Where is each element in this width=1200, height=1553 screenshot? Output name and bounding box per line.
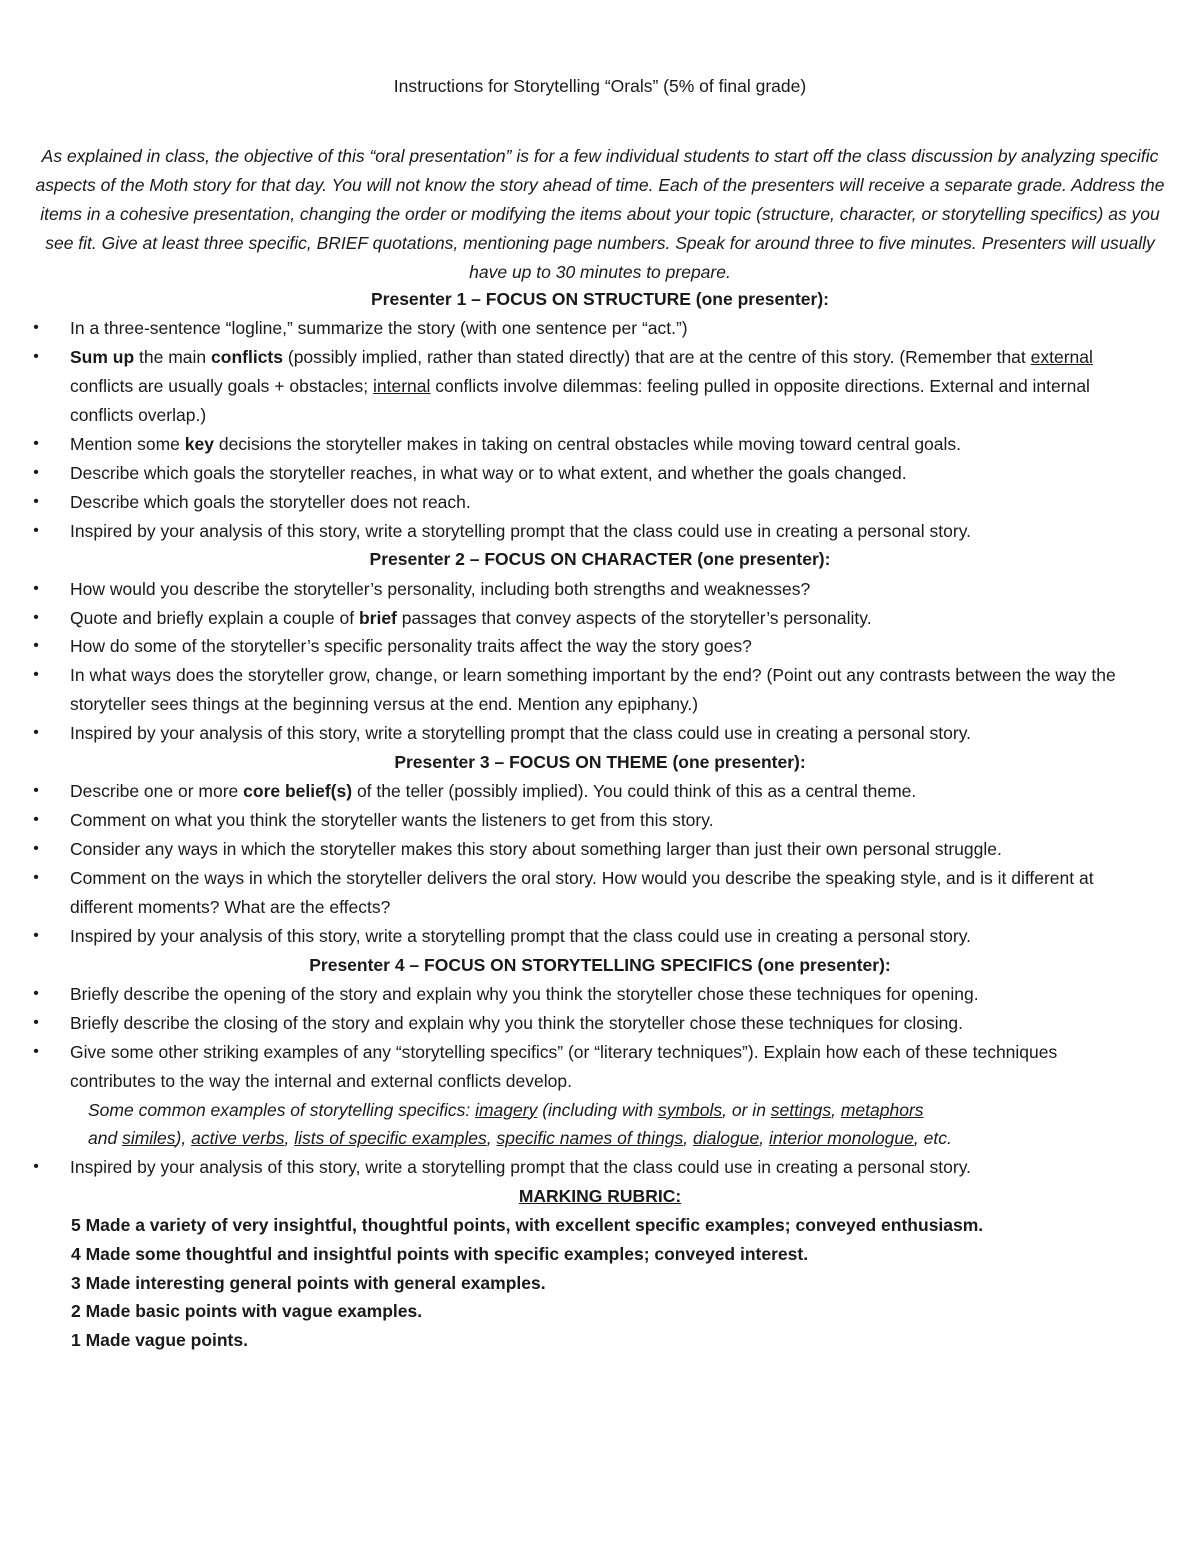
rubric-heading: MARKING RUBRIC:	[518, 1186, 682, 1207]
presenter-3-heading: Presenter 3 – FOCUS ON THEME (one presenter):	[394, 752, 806, 773]
list-item: • Briefly describe the opening of the story and explain why you think the storyteller chose these techniques for opening.	[0, 980, 1200, 1009]
bullet-icon	[31, 1038, 41, 1067]
rubric-level: 5 Made a variety of very insightful, thoughtful points, with excellent specific examples; conveyed enthusiasm.	[71, 1215, 984, 1236]
intro-paragraph: As explained in class, the objective of this “oral presentation” is for a few individual students to start off the class discussion by analyzing specific aspects of the Moth story for that day. You will not know the story ahead of time. Each of the presenters will receive a separate grade. Address the items in a cohesive presentation, changing the order or modifying the items about your topic (structure, character, or storytelling specifics) as you see fit. Give at least three specific, BRIEF quotations, mentioning page numbers. Speak for around three to five minutes. Presenters will usually have up to 30 minutes to prepare.	[35, 146, 1165, 282]
bullet-icon	[31, 777, 41, 806]
bullet-icon	[31, 343, 41, 372]
storytelling-examples: Some common examples of storytelling specifics: imagery (including with symbols, or in settings, metaphors and similes), active verbs, lists of specific examples, specific names of things, dialogue, interior monologue, etc.	[88, 1099, 952, 1149]
list-item: • In what ways does the storyteller grow, change, or learn something important by the end? (Point out any contrasts between the way the storyteller sees things at the beginning versus at the end. Mention any epiphany.)	[0, 661, 1200, 719]
list-item: • Quote and briefly explain a couple of brief passages that convey aspects of the storyteller’s personality.	[0, 604, 1200, 633]
bullet-icon	[31, 632, 41, 661]
document-body	[0, 285, 1200, 1354]
presenter-1-list	[0, 314, 1200, 545]
rubric-level: 2 Made basic points with vague examples.	[71, 1301, 423, 1322]
bullet-icon	[31, 864, 41, 893]
bullet-icon	[31, 980, 41, 1009]
list-item: • Inspired by your analysis of this story, write a storytelling prompt that the class could use in creating a personal story.	[0, 517, 1200, 546]
bullet-icon	[31, 1009, 41, 1038]
bullet-icon	[31, 1153, 41, 1182]
rubric-level: 3 Made interesting general points with general examples.	[71, 1272, 546, 1293]
list-item: • Give some other striking examples of any “storytelling specifics” (or “literary techniques”). Explain how each of these techniques contributes to the way the internal and external conflicts develop.	[0, 1038, 1200, 1096]
list-item: • Mention some key decisions the storyteller makes in taking on central obstacles while moving toward central goals.	[0, 430, 1200, 459]
rubric-list	[0, 1211, 1200, 1354]
presenter-2-list	[0, 575, 1200, 748]
presenter-1-heading: Presenter 1 – FOCUS ON STRUCTURE (one presenter):	[370, 289, 829, 309]
bullet-icon	[31, 922, 41, 951]
list-item: • Inspired by your analysis of this story, write a storytelling prompt that the class could use in creating a personal story.	[0, 719, 1200, 748]
bullet-icon	[31, 430, 41, 459]
presenter-4-list-end	[0, 1153, 1200, 1182]
list-item: • Describe one or more core belief(s) of the teller (possibly implied). You could think of this as a central theme.	[0, 777, 1200, 806]
list-item: • Describe which goals the storyteller does not reach.	[0, 488, 1200, 517]
list-item: • How would you describe the storyteller’s personality, including both strengths and weaknesses?	[0, 575, 1200, 604]
list-item: • Comment on what you think the storyteller wants the listeners to get from this story.	[0, 806, 1200, 835]
bullet-icon	[31, 835, 41, 864]
list-item: • Inspired by your analysis of this story, write a storytelling prompt that the class could use in creating a personal story.	[0, 922, 1200, 951]
list-item: • Inspired by your analysis of this story, write a storytelling prompt that the class could use in creating a personal story.	[0, 1153, 1200, 1182]
bullet-icon	[31, 517, 41, 546]
bullet-icon	[31, 314, 41, 343]
list-item: • In a three-sentence “logline,” summarize the story (with one sentence per “act.”)	[0, 314, 1200, 343]
rubric-level: 1 Made vague points.	[71, 1329, 248, 1350]
presenter-4-heading: Presenter 4 – FOCUS ON STORYTELLING SPECIFICS (one presenter):	[309, 954, 891, 975]
bullet-icon	[31, 604, 41, 633]
bullet-icon	[31, 575, 41, 604]
bullet-icon	[31, 459, 41, 488]
presenter-2-heading: Presenter 2 – FOCUS ON CHARACTER (one presenter):	[369, 549, 831, 570]
list-item: • Sum up the main conflicts (possibly implied, rather than stated directly) that are at the centre of this story. (Remember that external conflicts are usually goals + obstacles; internal conflicts involve dilemmas: feeling pulled in opposite directions. External and internal conflicts overlap.)	[0, 343, 1200, 430]
rubric-level: 4 Made some thoughtful and insightful points with specific examples; conveyed interest.	[71, 1244, 809, 1264]
presenter-4-list	[0, 980, 1200, 1096]
presenter-3-list	[0, 777, 1200, 950]
bullet-icon	[31, 488, 41, 517]
list-item: • Describe which goals the storyteller reaches, in what way or to what extent, and whether the goals changed.	[0, 459, 1200, 488]
bullet-icon	[31, 806, 41, 835]
list-item: • Briefly describe the closing of the story and explain why you think the storyteller chose these techniques for closing.	[0, 1009, 1200, 1038]
list-item: • Consider any ways in which the storyteller makes this story about something larger than just their own personal struggle.	[0, 835, 1200, 864]
bullet-icon	[31, 661, 41, 690]
list-item: • How do some of the storyteller’s specific personality traits affect the way the story goes?	[0, 632, 1200, 661]
document-title: Instructions for Storytelling “Orals” (5% of final grade)	[393, 76, 807, 96]
list-item: • Comment on the ways in which the storyteller delivers the oral story. How would you describe the speaking style, and is it different at different moments? What are the effects?	[0, 864, 1200, 922]
bullet-icon	[31, 719, 41, 748]
